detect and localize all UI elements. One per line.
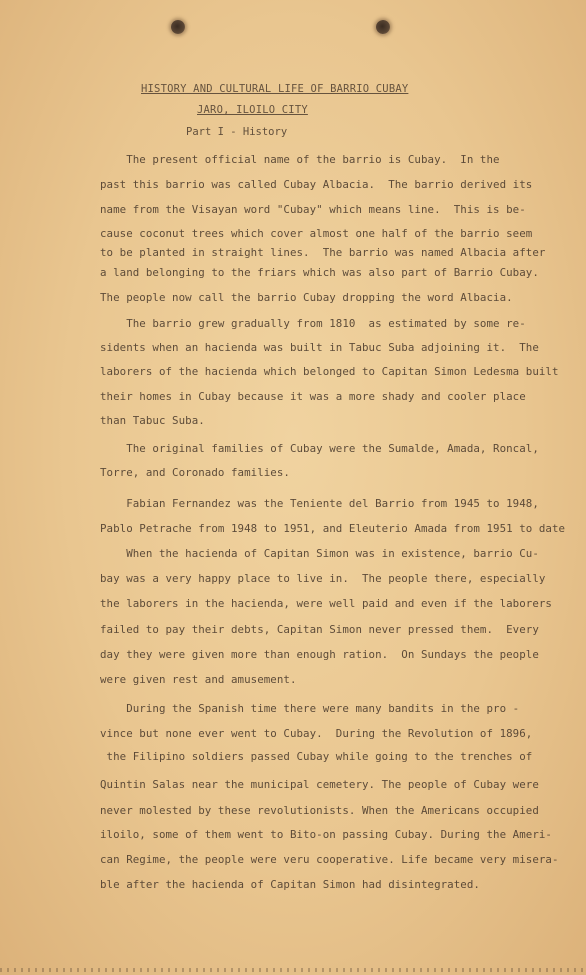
punch-hole-left [171,20,185,34]
punch-hole-right [376,20,390,34]
text-line: never molested by these revolutionists. When the Americans occupied [100,804,539,817]
text-line: day they were given more than enough ration. On Sundays the people [100,648,539,661]
text-line: to be planted in straight lines. The barrio was named Albacia after [100,246,546,259]
text-line: ble after the hacienda of Capitan Simon had disintegrated. [100,878,480,891]
text-line: iloilo, some of them went to Bito-on passing Cubay. During the Ameri- [100,828,552,841]
text-line: vince but none ever went to Cubay. During the Revolution of 1896, [100,727,533,740]
text-line: During the Spanish time there were many bandits in the pro - [100,702,520,715]
text-line: can Regime, the people were veru cooperative. Life became very misera- [100,853,559,866]
text-line: Pablo Petrache from 1948 to 1951, and Eleuterio Amada from 1951 to date [100,522,566,535]
text-line: laborers of the hacienda which belonged to Capitan Simon Ledesma built [100,365,559,378]
text-line: The original families of Cubay were the Sumalde, Amada, Roncal, [100,442,539,455]
text-line: than Tabuc Suba. [100,414,205,427]
text-line: Quintin Salas near the municipal cemetery. The people of Cubay were [100,778,539,791]
text-line: were given rest and amusement. [100,673,297,686]
text-line: The people now call the barrio Cubay dropping the word Albacia. [100,291,513,304]
page-bottom-edge [0,968,586,972]
document-title: HISTORY AND CULTURAL LIFE OF BARRIO CUBAY [141,83,409,95]
text-line: name from the Visayan word "Cubay" which means line. This is be- [100,203,526,216]
text-line: the Filipino soldiers passed Cubay while going to the trenches of [100,750,533,763]
text-line: Torre, and Coronado families. [100,466,290,479]
text-line: past this barrio was called Cubay Albacia. The barrio derived its [100,178,533,191]
text-line: Fabian Fernandez was the Teniente del Barrio from 1945 to 1948, [100,497,539,510]
text-line: their homes in Cubay because it was a more shady and cooler place [100,390,526,403]
text-line: the laborers in the hacienda, were well paid and even if the laborers [100,597,552,610]
text-line: The present official name of the barrio is Cubay. In the [100,153,500,166]
section-title: Part I - History [186,126,288,138]
text-line: cause coconut trees which cover almost one half of the barrio seem [100,227,533,240]
text-line: bay was a very happy place to live in. The people there, especially [100,572,546,585]
text-line: a land belonging to the friars which was also part of Barrio Cubay. [100,266,539,279]
text-line: failed to pay their debts, Capitan Simon never pressed them. Every [100,623,539,636]
text-line: sidents when an hacienda was built in Tabuc Suba adjoining it. The [100,341,539,354]
text-line: When the hacienda of Capitan Simon was in existence, barrio Cu- [100,547,539,560]
text-line: The barrio grew gradually from 1810 as estimated by some re- [100,317,526,330]
document-subtitle: JARO, ILOILO CITY [197,104,308,116]
